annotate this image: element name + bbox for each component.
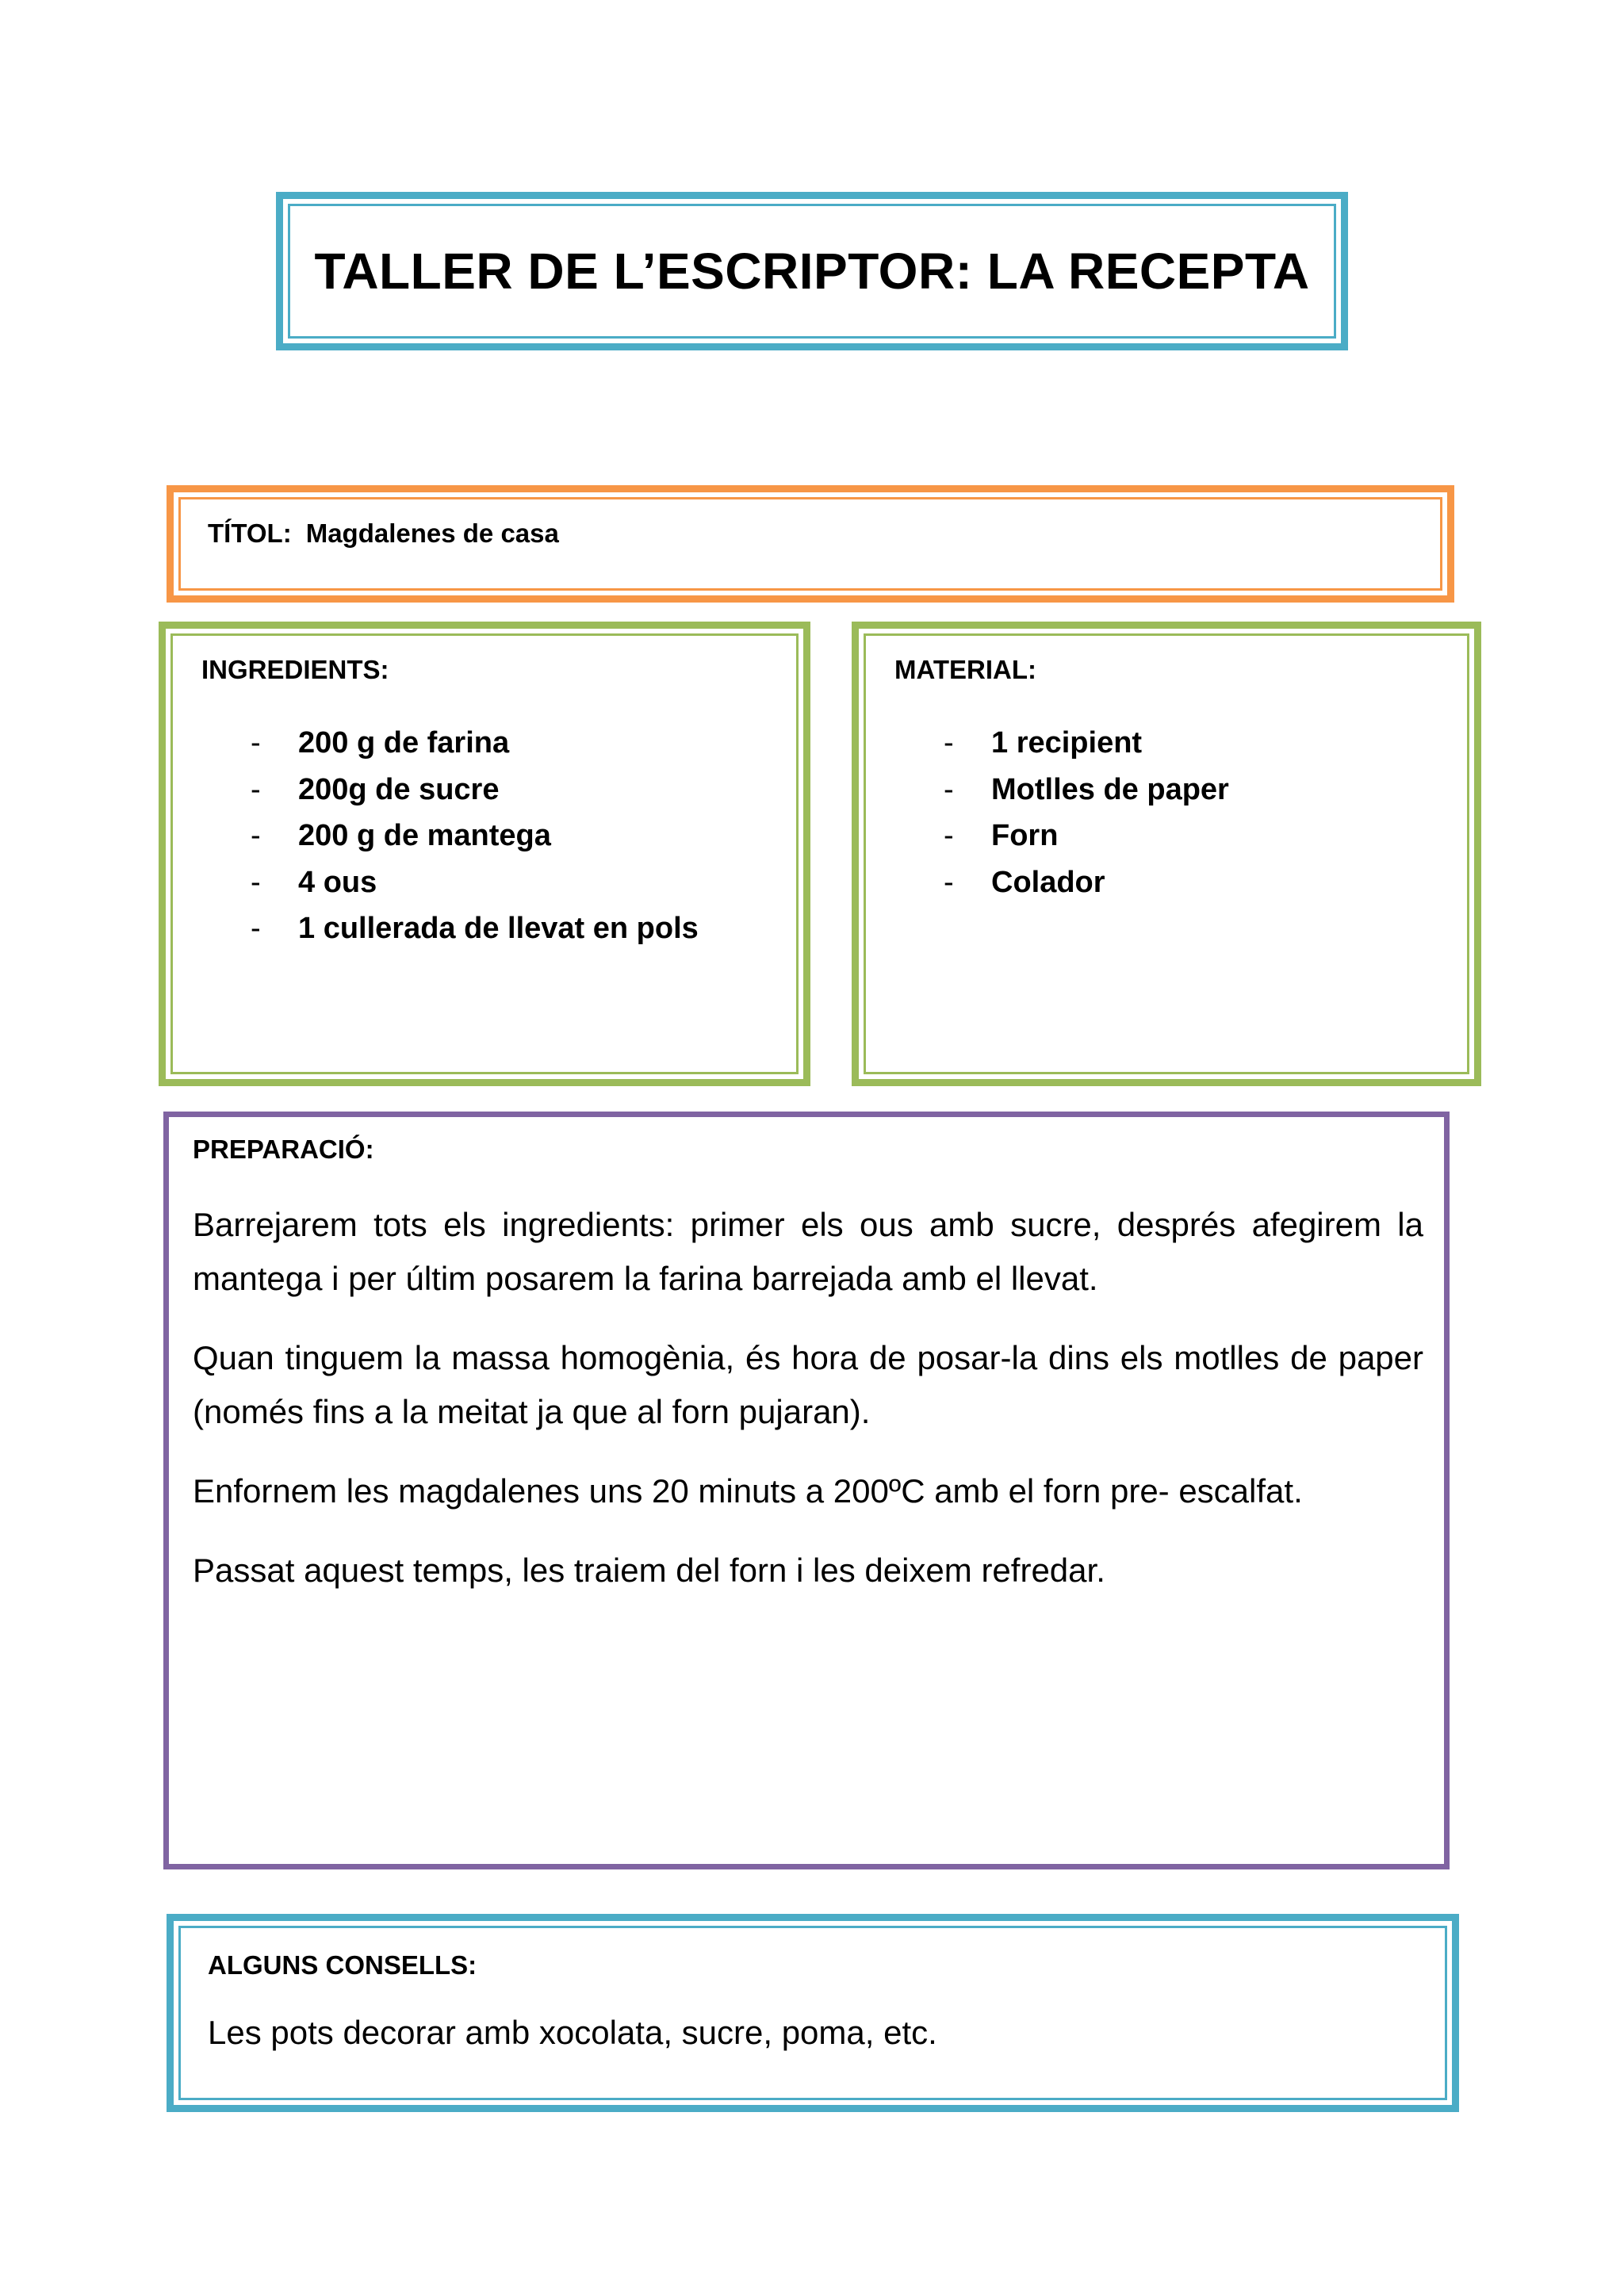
title-box [276, 192, 1348, 350]
list-item: - 1 recipient [944, 720, 1229, 767]
recipe-title-box [167, 485, 1454, 603]
recipe-title-value: Magdalenes de casa [305, 519, 559, 548]
tips-box-inner [178, 1926, 1447, 2100]
tips-label: ALGUNS CONSELLS: [208, 1950, 477, 1980]
material-label: MATERIAL: [894, 655, 1037, 684]
preparation-paragraph: Enfornem les magdalenes uns 20 minuts a 200ºC amb el forn pre- escalfat. [193, 1472, 1303, 1510]
list-item: - 200g de sucre [251, 767, 699, 813]
recipe-title-row [208, 519, 559, 549]
material-list [944, 720, 1229, 905]
title-box-inner [288, 204, 1336, 339]
list-item: - Colador [944, 859, 1229, 906]
recipe-title-label: TÍTOL: [208, 519, 292, 548]
tips-text: Les pots decorar amb xocolata, sucre, poma, etc. [208, 2014, 937, 2051]
preparation-text [193, 1198, 1423, 1623]
list-item: - 1 cullerada de llevat en pols [251, 905, 699, 952]
page-title: TALLER DE L’ESCRIPTOR: LA RECEPTA [314, 243, 1310, 300]
list-item: - 4 ous [251, 859, 699, 906]
tips-box [167, 1914, 1459, 2112]
ingredients-box-inner [170, 633, 799, 1074]
material-box [852, 622, 1481, 1086]
material-box-inner [864, 633, 1469, 1074]
list-item: - 200 g de farina [251, 720, 699, 767]
recipe-title-box-inner [178, 497, 1442, 591]
ingredients-label: INGREDIENTS: [201, 655, 389, 684]
list-item: - Forn [944, 813, 1229, 859]
preparation-box [163, 1112, 1450, 1869]
ingredients-list [251, 720, 699, 952]
ingredients-box [159, 622, 810, 1086]
preparation-paragraph: Passat aquest temps, les traiem del forn i les deixem refredar. [193, 1552, 1105, 1589]
preparation-paragraph: Quan tinguem la massa homogènia, és hora de posar-la dins els motlles de paper (només fins a la meitat ja que al forn pujaran). [193, 1339, 1423, 1430]
list-item: - 200 g de mantega [251, 813, 699, 859]
list-item: - Motlles de paper [944, 767, 1229, 813]
preparation-label: PREPARACIÓ: [193, 1135, 374, 1164]
preparation-paragraph: Barrejarem tots els ingredients: primer els ous amb sucre, després afegirem la mantega i per últim posarem la farina barrejada amb el llevat. [193, 1206, 1423, 1297]
